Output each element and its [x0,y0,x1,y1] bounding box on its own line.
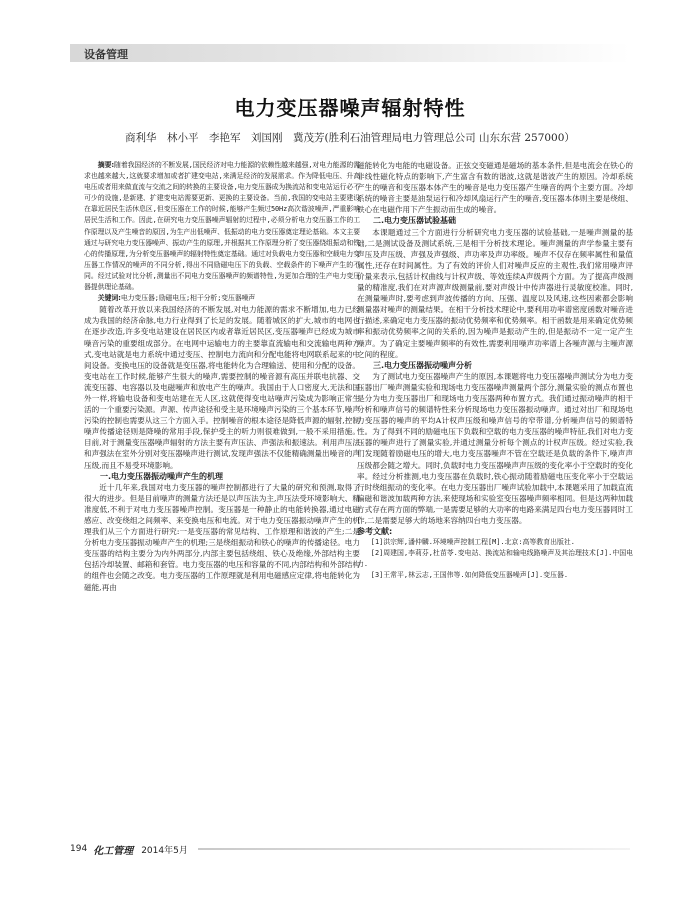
section1-paragraph: 近十几年来,我国对电力变压器的噪声控制都进行了大量的研究和预测,取得了很大的进步。但是目前噪声的测量方法还是以声压法为主,声压法受环境影响大、精准度低,不利于对电力变压器噪声控制。变压器是一种静止的电能转换器,通过电磁感应、改变绕组之间频率、来变换电压和电流。对于电力变压器振动噪声产生的机理我们从三个方面进行研究:一是变压器的常见结构、工作原理和谐波的产生;二是分析电力变压器振动噪声产生的机理;三是绕组振动和铁心的噪声的传播途径。电力变压器的结构主要分为内外两部分,内部主要包括绕组、铁心及绝缘,外部结构主要包括冷却装置、邮箱和套管。电力变压器的电压和容量的不同,内部结构和外部结构的组件也会随之改变。电力变压器的工作原理就是利用电磁感应定律,将电能转化为磁能,再由 [84,482,360,592]
keywords-label: 关键词: [97,294,121,303]
keywords-text: 电力变压器;励磁电压;相干分析;变压器噪声 [120,294,256,303]
section-heading-1: 一.电力变压器振动噪声产生的机理 [100,471,224,481]
section-heading-2: 二.电力变压器试验基础 [373,216,457,226]
journal-name: 化工管理 [93,845,134,857]
reference-item: [3]王常平,林云志,王国伟等.如何降低变压器噪声[J].变压器. [370,571,569,580]
continued-paragraph: 磁能转化为电能的电磁设备。正弦交变磁通是磁场的基本条件,但是电流会在铁心的非线性磁化特点的影响下,产生富含有数的谐波,这就是谐波产生的原因。冷却系统产生的噪音和变压器本体产生的噪音是电力变压器产生噪音的两个主要方面。冷却系统的噪音主要是油泵运行和冷却风扇运行产生的噪音,变压器本体则主要是绕组、铁心在电磁作用下产生振动而生成的噪音。 [357,161,633,215]
left-column [84,160,360,593]
right-column [357,160,633,582]
section-bar [70,44,630,62]
article-authors: 商利华 林小平 李艳军 刘国刚 冀茂芳(胜利石油管理局电力管理总公司 山东东营 257000） [125,132,575,144]
references-heading: 参考文献: [357,527,393,537]
abstract-text: 随着我国经济的不断发展,国民经济对电力能源的依赖性越来越强,对电力能源的需求也越来越大,这就要求增加或者扩建变电站,来满足经济的发展需求。作为降低电压、升高电压或者用来做直流与交流之间的转换的主要设备,电力变压器成为换流站和变电站运行必不可少的设施,是新建、扩建变电站需要更新、更换的主要设备。当前,我国的变电站主要建设在靠近居民生活休息区,但变压器在工作的时候,能够产生频过50Hz高次谐波噪声,严重影响居民生活和工作。因此,在研究电力变压器噪声辐射的过程中,必须分析电力变压器工作的工作原理以及产生噪音的原因,为生产出低噪声、低振动的电力变压器奠定理论基础。本文主要通过与研究电力变压器噪声、振动产生的原理,并根据其工作原理分析了变压器绕组振动和铁心的传播原理,为分析变压器噪声的辐射特性奠定基础。通过对负载电力变压器和空载电力变压器工作情况的噪声的不同分析,得出不同励磁电压下的负载、空载条件的下噪声产生的不同。经过试验对比分析,测量出不同电力变压器噪声的频谱特性,为更加合理的生产电力变压器提供理论基础。 [84,161,360,292]
keywords [84,293,360,304]
page-footer [70,838,630,860]
intro-paragraph: 随着改革开放以来我国经济的不断发展,对电力能源的需求不断增加,电力已经成为我国的经济命脉,电力行业得到了长足的发展。随着城区的扩大,城市的电网也在逐步改造,许多变电站建设在居民区内或者靠近居民区,变压器噪声已经成为城市噪音污染的重要组成部分。在电网中运输电力的主要靠直流输电和交流输电两种方式,变电站就是电力系统中通过变压、控制电力流向和分配电能将电网联系起来的中间设备。变换电压的设备就是变压器,将电能转化为合理输送、使用和分配的设备。变电站在工作时候,能够产生很大的噪声,需要控制的噪音源有高压并联电抗器、交流变压器、电容器以及电磁噪声和放电产生的噪声。我国由于人口密度大,无法和国外一样,将输电设备和变电站建在无人区,这就使得变电站噪声污染成为影响正常生活的一个重要污染源。声源、传声途径和受主是环境噪声污染的三个基本环节,噪声污染的控制也需要从这三个方面入手。控制噪音的根本途径是降低声源的辐射,控制噪声传播途径则是降噪的常用手段,保护受主的听力则很难做到,一般不采用措施。目前,对于测量变压器噪声辐射的方法主要有声压法、声强法和振速法。利用声压法和声强法在室外分别对变压器噪声进行测试,发现声强法不仅能精确测量出噪音的声压级,而且不易受环境影响。 [84,305,360,470]
reference-item: [1]洪宗辉,潘仲麟.环境噪声控制工程[M].北京:高等教育出版社. [370,538,575,547]
reference-item: [2]周建国,李莉芬,杜苗苓.变电站、换流站和输电线路噪声及其治理技术[J].中国电力. [357,549,633,569]
section-heading-3: 三.电力变压器振动噪声分析 [373,360,473,370]
abstract-label: 摘要: [97,161,115,169]
article-title: 电力变压器噪声辐射特性 [234,96,466,120]
section-label: 设备管理 [84,48,128,61]
abstract [84,160,360,293]
section2-paragraph: 本课题通过三个方面进行分析研究电力变压器的试验基础,一是噪声测量的基础,二是测试设备及测试系统,三是相干分析技术理论。噪声测量的声学参量主要有声压及声压级、声强及声强级、声功率及声功率级。噪声不仅存在频率属性和量值属性,还存在时间属性。为了有效的评价人们对噪声反应的主观性,我们常用噪声评价量来表示,包括计权曲线与计权声级、等效连续A声级两个方面。为了提高声级测量的精准度,我们在对声源声级测量前,要对声级计中传声器进行灵敏度校准。同时,在测量噪声时,要考虑到声波传播的方向、压强、温度以及风速,这些因素都会影响测量器对噪声的测量结果。在相干分析技术理论中,要利用功率谱密度函数对噪音进行描述,来确定电力变压器的振动优势频率和优势频率。相干函数是用来确定优势频率和振动优势频率之间的关系的,因为噪声是振动产生的,但是振动不一定一定产生噪声。为了确定主要噪声频率的有效性,需要利用噪声功率谱上各噪声源与主噪声源之间的程度。 [357,227,633,359]
footer-rule [198,848,630,850]
page-number: 194 [70,844,88,854]
issue-date: 2014年5月 [141,845,188,856]
section3-paragraph: 为了测试电力变压器噪声产生的原因,本课题将电力变压器噪声测试分为电力变压器出厂噪声测量实验和现场电力变压器噪声测量两个部分,测量实验的测点布置也是分为电力变压器出厂和现场电力变压器两种布置方式。我们通过振动噪声的相干分析和噪声信号的频谱特性来分析现场电力变压器振动噪声。通过对出厂和现场电力变压器的噪声的平均A计权声压级和噪声信号的窄带谱,分析噪声信号的频谱特性。为了得到不同的励磁电压下负载和空载的电力变压器的噪声特征,我们对电力变压器的噪声进行了测量实验,并通过测量分析每个测点的计权声压级。经过实验,我们发现随着励磁电压的增大,电力变压器噪声不管在空载还是负载的条件下,噪声声压级都会随之增大。同时,负载时电力变压器噪声声压级的变化率小于空载时的变化率。经过分析推测,电力变压器在负载时,铁心振动随着励磁电压变化率小于空载运行时绕组振动的变化率。在电力变压器出厂噪声试验加载中,本课题采用了加载直流偏磁和谐波加载两种方法,来使现场和实验室变压器噪声频率相同。但是这两种加载方式存在两方面的弊端,一是需要足够的大功率的电路来满足四台电力变压器同时工作,二是需要足够大的场地来容纳四台电力变压器。 [357,371,633,525]
